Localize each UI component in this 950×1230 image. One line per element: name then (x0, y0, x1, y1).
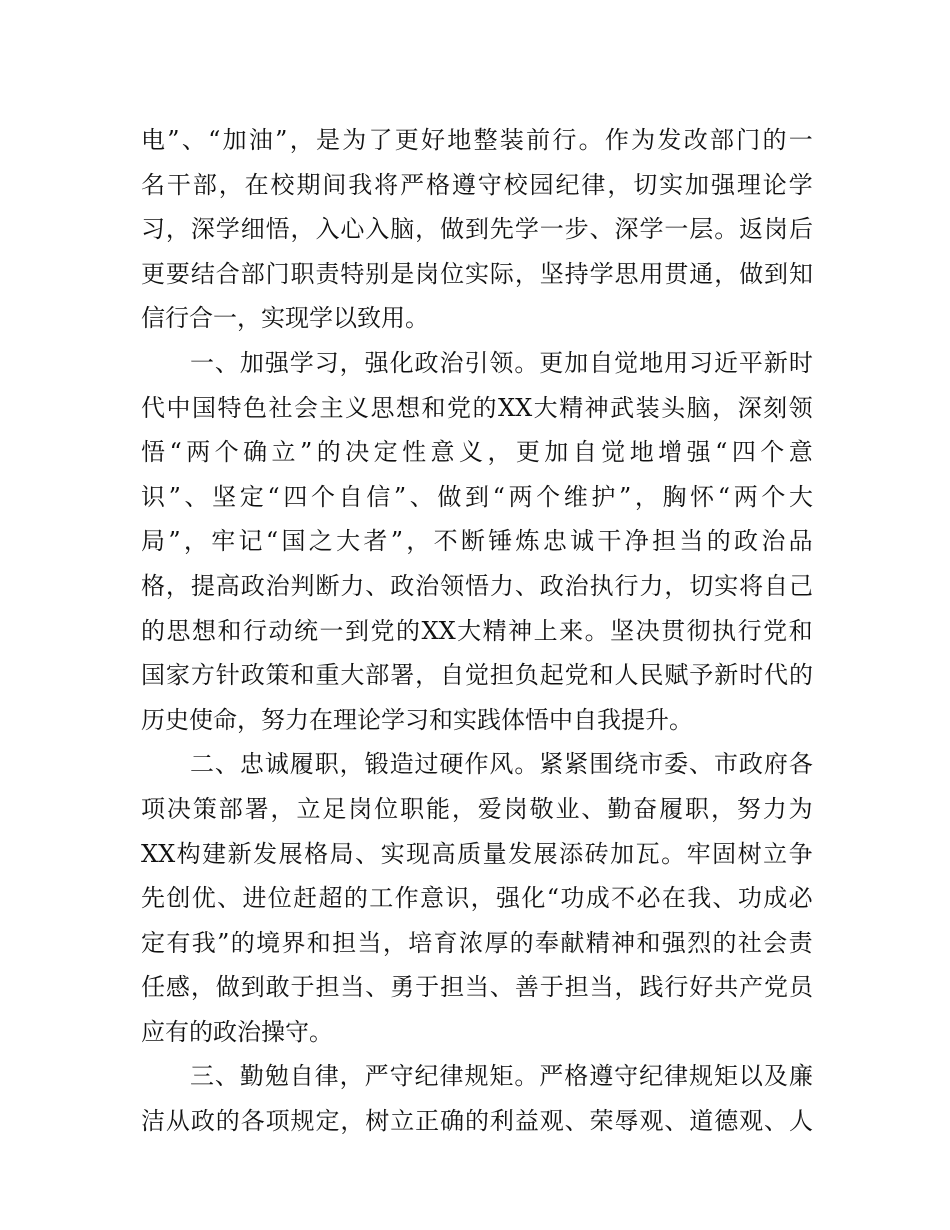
text-line: 洁 从 政 的 各 项 规 定 ， 树 立 正 确 的 利 益 观 、 荣 辱 观 、 道 德 观 、 人 (141, 1107, 813, 1136)
text-line: 的 思 想 和 行 动 统 一 到 党 的 XX 大 精 神 上 来 。 坚 决 贯 彻 执 行 党 和 (141, 616, 813, 645)
text-line: 电 ” 、 “ 加 油 ” ， 是 为 了 更 好 地 整 装 前 行 。 作 为 发 改 部 门 的 一 (141, 126, 813, 154)
text-line: 习 ， 深 学 细 悟 ， 入 心 入 脑 ， 做 到 先 学 一 步 、 深 学 一 层 。 返 岗 后 (141, 215, 813, 244)
text-line: 更 要 结 合 部 门 职 责 特 别 是 岗 位 实 际 ， 坚 持 学 思 用 贯 通 ， 做 到 知 (141, 259, 813, 288)
text-line: 国 家 方 针 政 策 和 重 大 部 署 ， 自 觉 担 负 起 党 和 人 民 赋 予 新 时 代 的 (141, 661, 813, 690)
text-line: 任 感 ， 做 到 敢 于 担 当 、 勇 于 担 当 、 善 于 担 当 ， 践 行 好 共 产 党 员 (141, 973, 813, 1002)
body-text (141, 118, 813, 1144)
text-line: XX 构 建 新 发 展 格 局 、 实 现 高 质 量 发 展 添 砖 加 瓦 。 牢 固 树 立 争 (141, 839, 813, 868)
text-line: 格 ， 提 高 政 治 判 断 力 、 政 治 领 悟 力 、 政 治 执 行 力 ， 切 实 将 自 己 (141, 571, 813, 600)
text-line: 定 有 我 ” 的 境 界 和 担 当 ， 培 育 浓 厚 的 奉 献 精 神 和 强 烈 的 社 会 责 (141, 928, 813, 957)
text-line: 三 、 勤 勉 自 律 ， 严 守 纪 律 规 矩 。 严 格 遵 守 纪 律 规 矩 以 及 廉 (189, 1062, 813, 1091)
text-line: 局 ” ， 牢 记 “ 国 之 大 者 ” ， 不 断 锤 炼 忠 诚 干 净 担 当 的 政 治 品 (141, 527, 813, 556)
text-line: 悟 “ 两 个 确 立 ” 的 决 定 性 意 义 ， 更 加 自 觉 地 增 强 “ 四 个 意 (141, 438, 813, 467)
text-line: 项 决 策 部 署 ， 立 足 岗 位 职 能 ， 爱 岗 敬 业 、 勤 奋 履 职 ， 努 力 为 (141, 794, 813, 823)
text-line: 历史使命，努力在理论学习和实践体悟中自我提升。 (141, 705, 693, 734)
text-line: 名 干 部 ， 在 校 期 间 我 将 严 格 遵 守 校 园 纪 律 ， 切 实 加 强 理 论 学 (141, 170, 813, 199)
text-line: 代 中 国 特 色 社 会 主 义 思 想 和 党 的 XX 大 精 神 武 装 头 脑 ， 深 刻 领 (141, 393, 813, 422)
text-line: 一 、 加 强 学 习 ， 强 化 政 治 引 领 。 更 加 自 觉 地 用 习 近 平 新 时 (189, 348, 813, 377)
text-line: 先 创 优 、 进 位 赶 超 的 工 作 意 识 ， 强 化 “ 功 成 不 必 在 我 、 功 成 必 (141, 884, 813, 913)
text-line: 二 、 忠 诚 履 职 ， 锻 造 过 硬 作 风 。 紧 紧 围 绕 市 委 、 市 政 府 各 (189, 750, 813, 779)
text-line: 应有的政治操守。 (141, 1017, 333, 1046)
text-line: 信行合一，实现学以致用。 (141, 304, 429, 333)
text-line: 识 ” 、 坚 定 “ 四 个 自 信 ” 、 做 到 “ 两 个 维 护 ” ， 胸 怀 “ 两 个 大 (141, 482, 813, 511)
